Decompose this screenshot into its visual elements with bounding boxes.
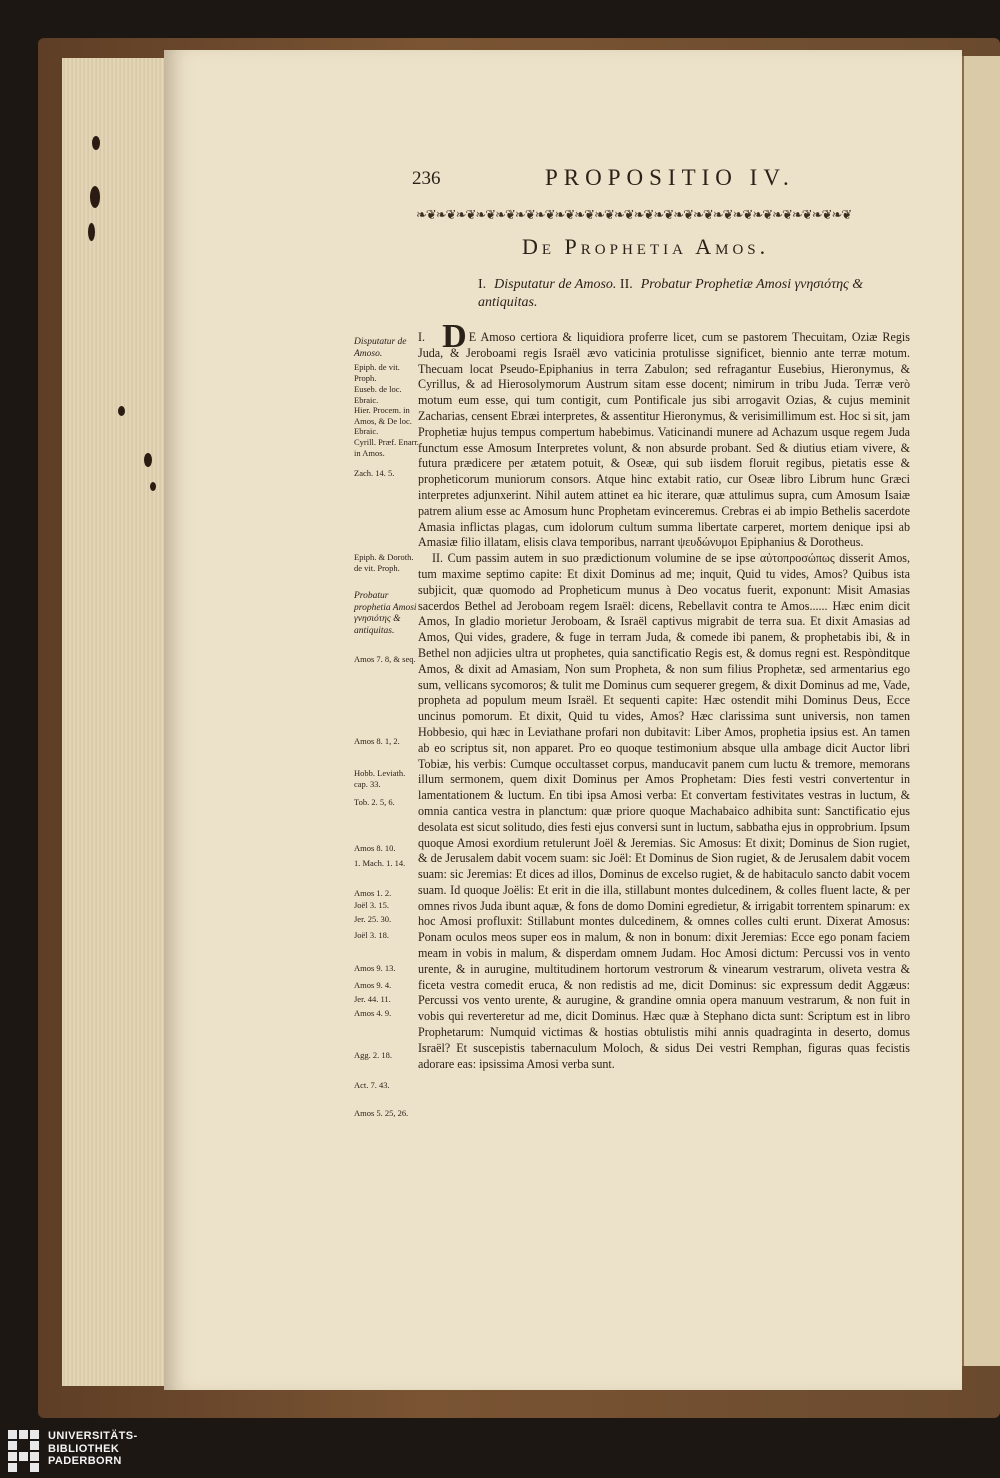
summary-1: Disputatur de Amoso. [494, 277, 617, 292]
margin-note: Euseb. de loc. Ebraic. [354, 384, 402, 405]
summary-number-1: I. [478, 277, 487, 292]
section-label-2: II. [432, 551, 444, 566]
margin-note: Amos 1. 2. [354, 888, 392, 898]
ornamental-rule: ❧❦❧❦❧❦❧❦❧❦❧❦❧❦❧❦❧❦❧❦❧❦❧❦❧❦❧❦❧❦❧❦❧❦❧❦❧❦❧❦❧❦❧❦ [416, 207, 852, 222]
margin-note: 1. Mach. 1. 14. [354, 858, 406, 868]
margin-note: Probatur prophetia Amosi γνησιότης & antiquitas. [354, 591, 417, 636]
summary-number-2: II. [619, 277, 633, 292]
paragraph-2: Cum passim autem in suo prædictionum volumine de se ipse αὐτοπροσώπως disserit Amos, tum maxime septimo capite: Et dixit Dominus ad me; inquit, Quid tu vides, Amos? Quibus ista subjicit, quæ quomodo ad Propheticum munus à Deo vocatus fuerit, exponunt: Misit Amasias sacerdos Bethel ad Jeroboam regem Israël: dicens, Rebellavit contra te Amos...... Hæc enim dicit Amos, In gladio morietur Jeroboam, & Israël captivus migrabit de terra sua. Et dixit Amasias ad Amos, Qui vides, gradere, & fuge in terram Juda, & comede ibi panem, & prophetabis ibi, & in Bethel non adjicies ultra ut prophetes, quia sanctificatio Regis est, & domus regni est. Respònditque Amos, & dixit ad Amasiam, Non sum Propheta, & non sum filius Prophetæ, sed armentarius ego sum, vellicans sycomoros; & tulit me Dominus cum sequerer gregem, & dixit Dominus ad me, Vade, propheta ad populum meum Israël. Et sequenti capite: Hæc ostendit mihi Dominus Deus, Ecce uncinus pomorum. Et dixit, Quid tu vides, Amos? Hæc clarissima sunt universis, non tamen Hobbesio, qui hæc in Leviathane profari non dubitavit: Liber Amos, prophetia ipsius est. An tamen ab eo scriptus sit, non apparet. Pro eo quoque testimonium absque ulla ambage dicit Auctor libri Tobiæ, his verbis: Cumque occultasset corpus, manducavit panem cum luctu & tremore, memorans illum sermonem, quem dixit Dominus per Amos Prophetam: Dies festi vestri convertentur in lamentationem & luctum. En tibi ipsa Amosi verba: Et convertam festivitates vestras in luctum, & omnia cantica vestra in planctum: quæ priore quoque Machabaico adhibita sunt: Sanctificatio ejus desolata est sicut solitudo, dies festi ejus conversi sunt in luctum, sabbatha ejus in opprobrium. Ipsum quoque Amosi exordium retulerunt Joël & Jeremias. Sic Amosus: Et dixit; Dominus de Sion rugiet, & de Jerusalem dabit vocem suam: sic Joël: Et Dominus de Sion rugiet, & de Jerusalem dabit vocem suam: sic Jeremias: Et dices ad illos, Dominus de excelso rugiet, & de habitaculo sancto dabit vocem suam. Id quoque Joëlis: Et erit in die illa, stillabunt montes dulcedinem, & colles fluent lacte, & per omnes rivos Juda ibunt aquæ, & fons de domo Domini egredietur, & irrigabit torrentem spinarum: ex hoc Amosi profluxit: Stillabunt montes dulcedinem, & omnes colles culti erunt. Dixerat Amosus: Ponam oculos meos super eos in malum, & non in bonum: dixit Jeremias: Ecce ego ponam faciem meam in vobis in malum, & disperdam omnem Judam. Hoc Amosi dictum: Percussi vos in vento urente, & in aurugine, multitudinem hortorum vestrorum & vinearum vestrarum, oliveta vestra & ficeta vestra comedit eruca, & non redistis ad me, dicit Dominus: sic expressum dedit Aggæus: Percussi vos vento urente, & aurugine, & grandine omnia opera manuum vestrarum, & non fuit in vobis qui reverteretur ad me, dicit Dominus. Hæc quæ à Stephano dicta sunt: Scriptum est in libro Prophetarum: Numquid victimas & hostias obtulistis mihi annis quadraginta in deserto, domus Israël? Et suscepistis tabernaculum Moloch, & sidus Dei vestri Remphan, figuras quas fecistis adorare eas: ipsissima Amosi verba sunt. [418, 551, 910, 1071]
margin-note: Amos 9. 4. [354, 980, 392, 990]
margin-note: Zach. 14. 5. [354, 468, 395, 478]
margin-note: Disputatur de Amoso. [354, 337, 407, 359]
logo-line-2: BIBLIOTHEK [48, 1442, 120, 1455]
section-label-1: I. [418, 330, 426, 344]
margin-note: Act. 7. 43. [354, 1080, 390, 1090]
facing-page-edge [962, 56, 1000, 1366]
margin-note: Joël 3. 15. [354, 900, 389, 910]
section-title: De Prophetia Amos. [522, 234, 770, 259]
margin-note: Amos 8. 10. [354, 843, 396, 853]
margin-note: Epiph. & Doroth. de vit. Proph. [354, 552, 414, 573]
margin-note: Agg. 2. 18. [354, 1050, 393, 1060]
margin-note: Cyrill. Præf. Enarr. in Amos. [354, 437, 419, 458]
margin-note: Amos 4. 9. [354, 1008, 392, 1018]
logo-line-3: PADERBORN [48, 1455, 122, 1467]
margin-note: Tob. 2. 5, 6. [354, 797, 395, 807]
logo-line-1: UNIVERSITÄTS- [48, 1430, 138, 1442]
running-title: PROPOSITIO IV. [545, 165, 795, 190]
stain [118, 406, 125, 416]
stain [90, 186, 100, 208]
stain [144, 453, 152, 467]
section-summary [478, 276, 878, 312]
page-edges [62, 58, 167, 1386]
margin-note: Hier. Procem. in Amos, & De loc. Ebraic. [354, 405, 412, 436]
margin-note: Amos 7. 8, & seq. [354, 654, 416, 664]
margin-note: Amos 8. 1, 2. [354, 736, 400, 746]
paragraph-1: E Amoso certiora & liquidiora proferre licet, cum se pastorem Thecuitam, Oziæ Regis Juda, & Jeroboami regis Israël ævo vaticinia protulisse significet, biennio ante terræ motum. Thecuam locat Pseudo-Epiphanius in terra Zabulon; sed refragantur Eusebius, Hieronymus, & Cyrillus, & ad Hierosolymorum Austrum sitam esse docent; nimirum in tribu Juda. Terræ verò motum eum esse, qui tum contigit, cum Pontificale jus sibi arrogavit Ozias, & cujus meminit Zacharias, censent Ebræi interpretes, & assentitur Hieronymus, & verisimillimum est. Hoc si sit, jam Prophetiæ hujus tempus compertum habebimus. Vaticinandi munere ad Achazum usque regem Juda functum esse Amosum Interpretes volunt, & non absurde probant. Sed & diutius etiam vivere, & futura prædicere per ætatem potuit, & Oseæ, qui sub iisdem floruit regibus, pietatis esse & propheticorum muniorum consors. Atque hinc extabit ratio, cur Oseæ libro Librum hunc Græci interpretes adjunxerint. Nihil autem attinet ea hic iterare, quæ attulimus supra, cum Amosum Isaiæ patrem alium esse ac Amosum hunc Prophetam evinceremus. Crebras ei ab impio Bethelis sacerdote Amasia inflictas plagas, cum idolorum cultum summa libertate carperet, mortem denique ipsi ab Amasiæ filio illatam, elisis clava temporibus, narrant ψευδώνυμοι Epiphanius & Dorotheus. [418, 330, 910, 550]
margin-note: Amos 5. 25, 26. [354, 1108, 409, 1118]
summary-2: Probatur Prophetiæ Amosi γνησιότης & antiquitas. [478, 277, 864, 310]
margin-note: Jer. 25. 30. [354, 914, 392, 924]
margin-note: Amos 9. 13. [354, 963, 396, 973]
body-text [418, 318, 910, 1072]
margin-note: Joël 3. 18. [354, 930, 389, 940]
margin-note: Hobb. Leviath. cap. 33. [354, 768, 406, 789]
drop-cap: D [442, 318, 467, 355]
page-number: 236 [412, 168, 441, 189]
margin-note: Epiph. de vit. Proph. [354, 362, 400, 383]
library-logo-text [48, 1430, 138, 1468]
stain [88, 223, 95, 241]
stain [92, 136, 100, 150]
margin-note: Jer. 44. 11. [354, 994, 391, 1004]
stain [150, 482, 156, 491]
